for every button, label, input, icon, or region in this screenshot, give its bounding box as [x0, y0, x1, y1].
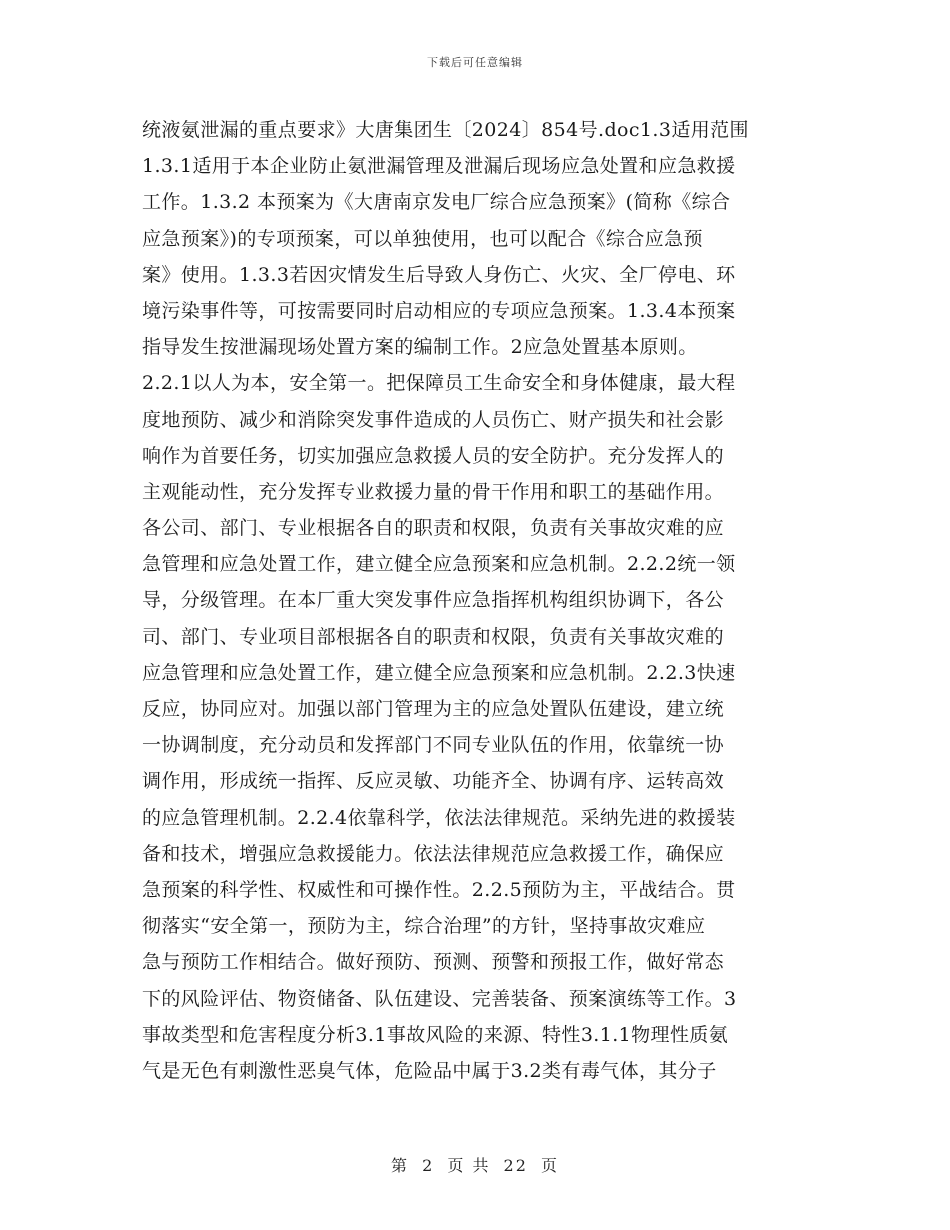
body-line: 指导发生按泄漏现场处置方案的编制工作。2应急处置基本原则。 — [142, 336, 698, 359]
body-line: 下的风险评估、物资储备、队伍建设、完善装备、预案演练等工作。3 — [142, 987, 737, 1010]
footer-prefix: 第 — [390, 1156, 409, 1175]
body-line: 度地预防、减少和消除突发事件造成的人员伤亡、财产损失和社会影 — [142, 408, 725, 431]
body-line: 1.3.1适用于本企业防止氨泄漏管理及泄漏后现场应急处置和应急救援 — [142, 155, 736, 178]
body-line: 案》使用。1.3.3若因灾情发生后导致人身伤亡、火灾、全厂停电、环 — [142, 263, 736, 286]
body-line: 司、部门、专业项目部根据各自的职责和权限，负责有关事故灾难的 — [142, 625, 725, 648]
body-line: 气是无色有刺激性恶臭气体，危险品中属于3.2类有毒气体，其分子 — [142, 1059, 717, 1082]
page-header: 下载后可任意编辑 — [427, 56, 523, 69]
body-line: 急预案的科学性、权威性和可操作性。2.2.5预防为主，平战结合。贯 — [142, 878, 736, 901]
body-line: 统液氨泄漏的重点要求》大唐集团生〔2024〕854号.doc1.3适用范围 — [142, 119, 749, 141]
footer-suffix: 页 — [541, 1156, 560, 1175]
body-line: 应急预案》)的专项预案，可以单独使用，也可以配合《综合应急预 — [142, 227, 703, 250]
body-line: 急与预防工作相结合。做好预防、预测、预警和预报工作，做好常态 — [142, 951, 725, 974]
body-line: 应急管理和应急处置工作，建立健全应急预案和应急机制。2.2.3快速 — [142, 661, 736, 684]
body-line: 境污染事件等，可按需要同时启动相应的专项应急预案。1.3.4本预案 — [142, 299, 736, 322]
body-line: 急管理和应急处置工作，建立健全应急预案和应急机制。2.2.2统一领 — [142, 553, 736, 576]
body-line: 调作用，形成统一指挥、反应灵敏、功能齐全、协调有序、运转高效 — [142, 770, 725, 793]
body-line: 的应急管理机制。2.2.4依靠科学，依法法律规范。采纳先进的救援装 — [142, 806, 736, 829]
body-line: 工作。1.3.2 本预案为《大唐南京发电厂综合应急预案》(简称《综合 — [142, 191, 731, 214]
footer-middle: 页 共 — [447, 1156, 491, 1175]
page-body — [142, 112, 814, 1089]
body-line: 反应，协同应对。加强以部门管理为主的应急处置队伍建设，建立统 — [142, 698, 725, 720]
body-line: 备和技术，增强应急救援能力。依法法律规范应急救援工作，确保应 — [142, 842, 725, 865]
footer-total-pages: 22 — [503, 1156, 528, 1175]
body-line: 一协调制度，充分动员和发挥部门不同专业队伍的作用，依靠统一协 — [142, 734, 725, 757]
footer-page-number: 2 — [422, 1156, 435, 1175]
body-line: 2.2.1以人为本，安全第一。把保障员工生命安全和身体健康，最大程 — [142, 372, 736, 395]
body-line: 响作为首要任务，切实加强应急救援人员的安全防护。充分发挥人的 — [142, 444, 725, 467]
page-footer — [0, 1153, 950, 1176]
body-line: 事故类型和危害程度分析3.1事故风险的来源、特性3.1.1物理性质氨 — [142, 1023, 729, 1046]
body-line: 主观能动性，充分发挥专业救援力量的骨干作用和职工的基础作用。 — [142, 480, 725, 503]
body-line: 彻落实“安全第一，预防为主，综合治理”的方针，坚持事故灾难应 — [142, 915, 706, 938]
body-line: 导，分级管理。在本厂重大突发事件应急指挥机构组织协调下，各公 — [142, 589, 725, 612]
body-line: 各公司、部门、专业根据各自的职责和权限，负责有关事故灾难的应 — [142, 517, 725, 540]
